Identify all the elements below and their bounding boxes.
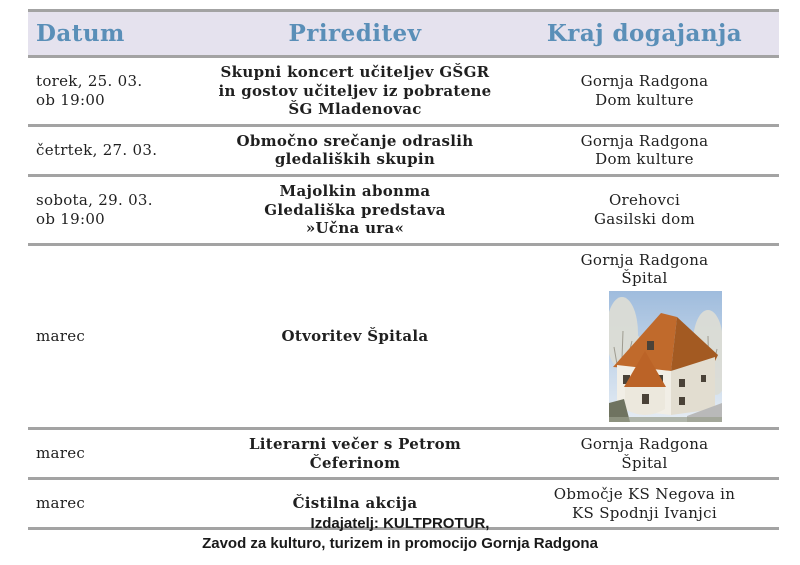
- cell-datum: marec: [28, 479, 200, 529]
- cell-datum: marec: [28, 428, 200, 478]
- table-row: [28, 57, 779, 126]
- publisher-line-2: Zavod za kulturo, turizem in promocijo Gornja Radgona: [202, 535, 598, 552]
- cell-kraj-dogajanja: [510, 244, 779, 428]
- publisher-footer: [0, 514, 800, 554]
- table-header-row: [28, 11, 779, 57]
- column-header-kraj-dogajanja: Kraj dogajanja: [510, 11, 779, 57]
- cell-datum: torek, 25. 03. ob 19:00: [28, 57, 200, 126]
- kraj-text: Gornja Radgona Špital: [580, 250, 709, 288]
- kraj-text: Gornja Radgona Dom kulture: [580, 72, 709, 109]
- spital-building-photo: [609, 291, 722, 422]
- table-row: [28, 125, 779, 175]
- cell-datum: marec: [28, 244, 200, 428]
- cell-kraj-dogajanja: [510, 175, 779, 244]
- cell-prireditev: Literarni večer s Petrom Čeferinom: [200, 428, 510, 478]
- cell-prireditev: Majolkin abonma Gledališka predstava »Učna ura«: [200, 175, 510, 244]
- cell-kraj-dogajanja: [510, 125, 779, 175]
- events-table: [28, 9, 779, 530]
- table-row: [28, 428, 779, 478]
- cell-prireditev: Otvoritev Špitala: [200, 244, 510, 428]
- table-row: [28, 175, 779, 244]
- column-header-prireditev: Prireditev: [200, 11, 510, 57]
- column-header-datum: Datum: [28, 11, 200, 57]
- cell-datum: sobota, 29. 03. ob 19:00: [28, 175, 200, 244]
- table-row: [28, 244, 779, 428]
- cell-kraj-dogajanja: [510, 428, 779, 478]
- cell-prireditev: Območno srečanje odraslih gledaliških skupin: [200, 125, 510, 175]
- publisher-line-1: Izdajatelj: KULTPROTUR,: [310, 515, 490, 532]
- cell-datum: četrtek, 27. 03.: [28, 125, 200, 175]
- kraj-text: Orehovci Gasilski dom: [593, 191, 696, 228]
- cell-prireditev: Skupni koncert učiteljev GŠGR in gostov učiteljev iz pobratene ŠG Mladenovac: [200, 57, 510, 126]
- kraj-text: Gornja Radgona Špital: [580, 434, 709, 472]
- kraj-text: Gornja Radgona Dom kulture: [580, 131, 709, 169]
- spital-building-illustration: [609, 291, 722, 422]
- cell-prireditev: Čistilna akcija: [200, 479, 510, 529]
- cell-kraj-dogajanja: [510, 57, 779, 126]
- kraj-text: Območje KS Negova in KS Spodnji Ivanjci: [553, 485, 736, 522]
